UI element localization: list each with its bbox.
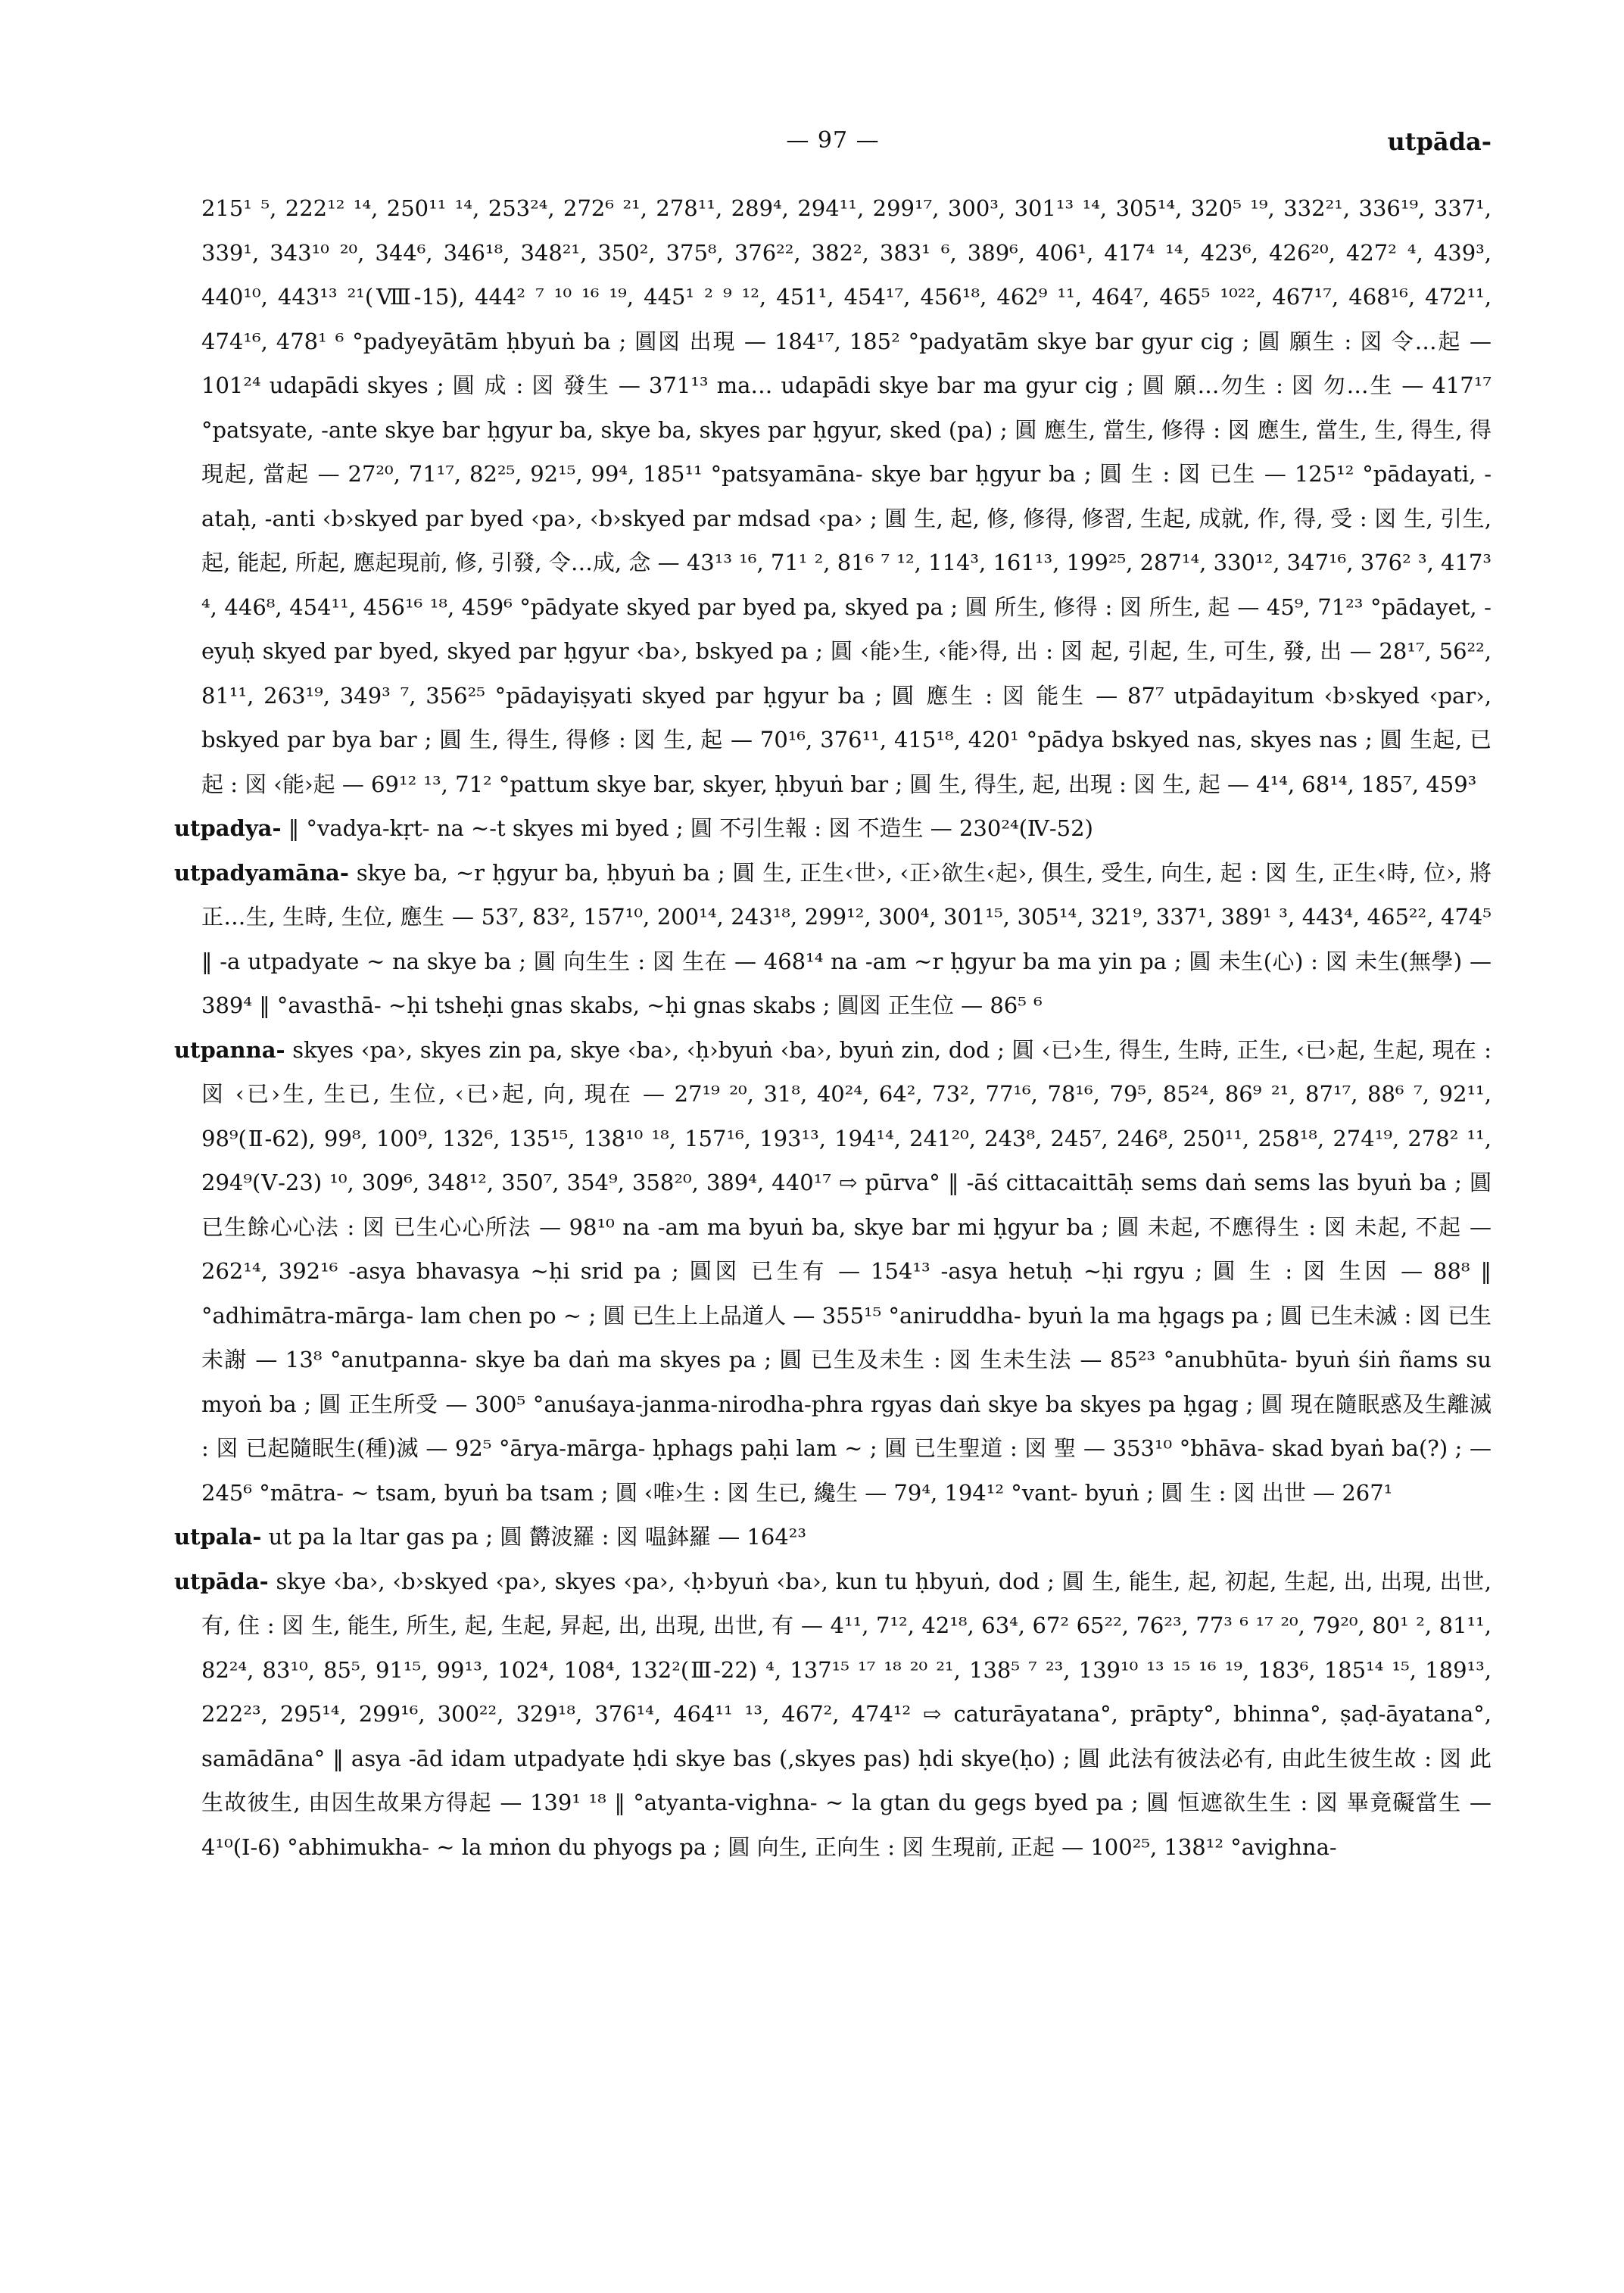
entry-text: ut pa la ltar gas pa ; 圓 欝波羅 : 図 嗢鉢羅 — 164²³ <box>268 1524 807 1550</box>
entry-headword: utpala- <box>174 1524 262 1550</box>
entry-text: skye ‹ba›, ‹b›skyed ‹pa›, skyes ‹pa›, ‹ḥ›byuṅ ‹ba›, kun tu ḥbyuṅ, dod ; 圓 生, 能生, 起, 初起, 生起, 出, 出現, 出世, 有, 住 : 図 生, 能生, 所生, 起, 生起, 昇起, 出, 出現, 出世, 有 — 4¹¹, 7¹², 42¹⁸, 63⁴, 67² 65²², 76²³, 77³ ⁶ ¹⁷ ²⁰, 79²⁰, 80¹ ², 81¹¹, 82²⁴, 83¹⁰, 85⁵, 91¹⁵, 99¹³, 102⁴, 108⁴, 132²(Ⅲ-22) ⁴, 137¹⁵ ¹⁷ ¹⁸ ²⁰ ²¹, 138⁵ ⁷ ²³, 139¹⁰ ¹³ ¹⁵ ¹⁶ ¹⁹, 183⁶, 185¹⁴ ¹⁵, 189¹³, 222²³, 295¹⁴, 299¹⁶, 300²², 329¹⁸, 376¹⁴, 464¹¹ ¹³, 467², 474¹² ⇨ caturāyatana°, prāpty°, bhinna°, ṣaḍ-āyatana°, samādāna° ‖ asya -ād idam utpadyate ḥdi skye bas (,skyes pas) ḥdi skye(ḥo) ; 圓 此法有彼法必有, 由此生彼生故 : 図 此生故彼生, 由因生故果方得起 — 139¹ ¹⁸ ‖ °atyanta-vighna- ~ la gtan du gegs byed pa ; 圓 恒遮欲生生 : 図 畢竟礙當生 — 4¹⁰(Ⅰ-6) °abhimukha- ~ la mṅon du phyogs pa ; 圓 向生, 正向生 : 図 生現前, 正起 — 100²⁵, 138¹² °avighna- <box>201 1568 1492 1860</box>
dictionary-entry <box>174 851 1492 1028</box>
dictionary-entry <box>174 1515 1492 1559</box>
entry-headword: utpadya- <box>174 815 282 841</box>
entry-headword: utpāda- <box>174 1568 269 1594</box>
page-number: — 97 — <box>786 127 880 154</box>
entry-text: 215¹ ⁵, 222¹² ¹⁴, 250¹¹ ¹⁴, 253²⁴, 272⁶ ²¹, 278¹¹, 289⁴, 294¹¹, 299¹⁷, 300³, 301¹³ ¹⁴, 305¹⁴, 320⁵ ¹⁹, 332²¹, 336¹⁹, 337¹, 339¹, 343¹⁰ ²⁰, 344⁶, 346¹⁸, 348²¹, 350², 375⁸, 376²², 382², 383¹ ⁶, 389⁶, 406¹, 417⁴ ¹⁴, 423⁶, 426²⁰, 427² ⁴, 439³, 440¹⁰, 443¹³ ²¹(Ⅷ-15), 444² ⁷ ¹⁰ ¹⁶ ¹⁹, 445¹ ² ⁹ ¹², 451¹, 454¹⁷, 456¹⁸, 462⁹ ¹¹, 464⁷, 465⁵ ¹⁰²², 467¹⁷, 468¹⁶, 472¹¹, 474¹⁶, 478¹ ⁶ °padyeyātām ḥbyuṅ ba ; 圓図 出現 — 184¹⁷, 185² °padyatām skye bar gyur cig ; 圓 願生 : 図 令…起 — 101²⁴ udapādi skyes ; 圓 成 : 図 發生 — 371¹³ ma… udapādi skye bar ma gyur cig ; 圓 願…勿生 : 図 勿…生 — 417¹⁷ °patsyate, -ante skye bar ḥgyur ba, skye ba, skyes par ḥgyur, sked (pa) ; 圓 應生, 當生, 修得 : 図 應生, 當生, 生, 得生, 得現起, 當起 — 27²⁰, 71¹⁷, 82²⁵, 92¹⁵, 99⁴, 185¹¹ °patsyamāna- skye bar ḥgyur ba ; 圓 生 : 図 已生 — 125¹² °pādayati, -ataḥ, -anti ‹b›skyed par byed ‹pa›, ‹b›skyed par mdsad ‹pa› ; 圓 生, 起, 修, 修得, 修習, 生起, 成就, 作, 得, 受 : 図 生, 引生, 起, 能起, 所起, 應起現前, 修, 引發, 令…成, 念 — 43¹³ ¹⁶, 71¹ ², 81⁶ ⁷ ¹², 114³, 161¹³, 199²⁵, 287¹⁴, 330¹², 347¹⁶, 376² ³, 417³ ⁴, 446⁸, 454¹¹, 456¹⁶ ¹⁸, 459⁶ °pādyate skyed par byed pa, skyed pa ; 圓 所生, 修得 : 図 所生, 起 — 45⁹, 71²³ °pādayet, -eyuḥ skyed par byed, skyed par ḥgyur ‹ba›, bskyed pa ; 圓 ‹能›生, ‹能›得, 出 : 図 起, 引起, 生, 可生, 發, 出 — 28¹⁷, 56²², 81¹¹, 263¹⁹, 349³ ⁷, 356²⁵ °pādayiṣyati skyed par ḥgyur ba ; 圓 應生 : 図 能生 — 87⁷ utpādayitum ‹b›skyed ‹par›, bskyed par bya bar ; 圓 生, 得生, 得修 : 図 生, 起 — 70¹⁶, 376¹¹, 415¹⁸, 420¹ °pādya bskyed nas, skyes nas ; 圓 生起, 已起 : 図 ‹能›起 — 69¹² ¹³, 71² °pattum skye bar, skyer, ḥbyuṅ bar ; 圓 生, 得生, 起, 出現 : 図 生, 起 — 4¹⁴, 68¹⁴, 185⁷, 459³ <box>201 195 1492 797</box>
dictionary-body <box>174 186 1492 1869</box>
entry-headword: utpanna- <box>174 1036 285 1063</box>
dictionary-entry <box>174 1559 1492 1870</box>
dictionary-entry <box>174 1028 1492 1516</box>
entry-text: skye ba, ~r ḥgyur ba, ḥbyuṅ ba ; 圓 生, 正生‹世›, ‹正›欲生‹起›, 俱生, 受生, 向生, 起 : 図 生, 正生‹時, 位›, 將正…生, 生時, 生位, 應生 — 53⁷, 83², 157¹⁰, 200¹⁴, 243¹⁸, 299¹², 300⁴, 301¹⁵, 305¹⁴, 321⁹, 337¹, 389¹ ³, 443⁴, 465²², 474⁵ ‖ -a utpadyate ~ na skye ba ; 圓 向生生 : 図 生在 — 468¹⁴ na -am ~r ḥgyur ba ma yin pa ; 圓 未生(心) : 図 未生(無學) — 389⁴ ‖ °avasthā- ~ḥi tsheḥi gnas skabs, ~ḥi gnas skabs ; 圓図 正生位 — 86⁵ ⁶ <box>201 859 1492 1018</box>
dictionary-entry <box>174 806 1492 851</box>
entry-text: ‖ °vadya-kṛt- na ~-t skyes mi byed ; 圓 不引生報 : 図 不造生 — 230²⁴(Ⅳ-52) <box>288 815 1093 841</box>
entry-text: skyes ‹pa›, skyes zin pa, skye ‹ba›, ‹ḥ›byuṅ ‹ba›, byuṅ zin, dod ; 圓 ‹已›生, 得生, 生時, 正生, ‹已›起, 生起, 現在 : 図 ‹已›生, 生已, 生位, ‹已›起, 向, 現在 — 27¹⁹ ²⁰, 31⁸, 40²⁴, 64², 73², 77¹⁶, 78¹⁶, 79⁵, 85²⁴, 86⁹ ²¹, 87¹⁷, 88⁶ ⁷, 92¹¹, 98⁹(Ⅱ-62), 99⁸, 100⁹, 132⁶, 135¹⁵, 138¹⁰ ¹⁸, 157¹⁶, 193¹³, 194¹⁴, 241²⁰, 243⁸, 245⁷, 246⁸, 250¹¹, 258¹⁸, 274¹⁹, 278² ¹¹, 294⁹(Ⅴ-23) ¹⁰, 309⁶, 348¹², 350⁷, 354⁹, 358²⁰, 389⁴, 440¹⁷ ⇨ pūrva° ‖ -āś cittacaittāḥ sems daṅ sems las byuṅ ba ; 圓 已生餘心心法 : 図 已生心心所法 — 98¹⁰ na -am ma byuṅ ba, skye bar mi ḥgyur ba ; 圓 未起, 不應得生 : 図 未起, 不起 — 262¹⁴, 392¹⁶ -asya bhavasya ~ḥi srid pa ; 圓図 已生有 — 154¹³ -asya hetuḥ ~ḥi rgyu ; 圓 生 : 図 生因 — 88⁸ ‖ °adhimātra-mārga- lam chen po ~ ; 圓 已生上上品道人 — 355¹⁵ °aniruddha- byuṅ la ma ḥgags pa ; 圓 已生未滅 : 図 已生未謝 — 13⁸ °anutpanna- skye ba daṅ ma skyes pa ; 圓 已生及未生 : 図 生未生法 — 85²³ °anubhūta- byuṅ śiṅ ñams su myoṅ ba ; 圓 正生所受 — 300⁵ °anuśaya-janma-nirodha-phra rgyas daṅ skye ba skyes pa ḥgag ; 圓 現在隨眠惑及生離滅 : 図 已起隨眠生(種)滅 — 92⁵ °ārya-mārga- ḥphags paḥi lam ~ ; 圓 已生聖道 : 図 聖 — 353¹⁰ °bhāva- skad byaṅ ba(?) ; — 245⁶ °mātra- ~ tsam, byuṅ ba tsam ; 圓 ‹唯›生 : 図 生已, 纔生 — 79⁴, 194¹² °vant- byuṅ ; 圓 生 : 図 出世 — 267¹ <box>201 1036 1492 1506</box>
running-head: utpāda- <box>1387 127 1492 156</box>
dictionary-entry-continued <box>174 186 1492 806</box>
page-header <box>174 127 1492 165</box>
entry-headword: utpadyamāna- <box>174 859 349 886</box>
